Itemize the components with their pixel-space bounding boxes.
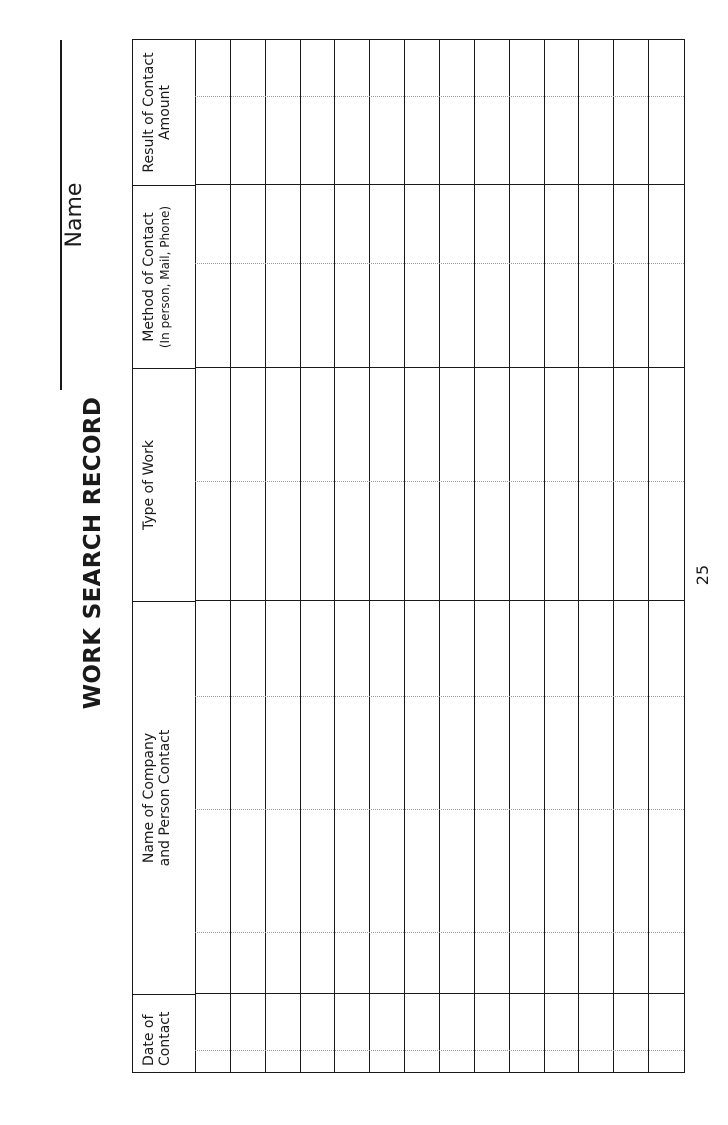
column-tick — [195, 263, 684, 264]
row-line — [369, 40, 370, 1072]
row-line — [404, 40, 405, 1072]
column-tick — [195, 481, 684, 482]
header-result-line1: Result of Contact — [141, 52, 157, 173]
header-company-line1: Name of Company — [141, 732, 157, 864]
header-company-line2: and Person Contact — [157, 729, 173, 867]
column-tick — [195, 1050, 684, 1051]
header-result-of-contact — [133, 40, 195, 185]
header-date-line1: Date of — [141, 1014, 157, 1066]
column-tick — [195, 696, 684, 697]
row-line — [195, 40, 196, 1072]
header-method-line1: Method of Contact — [141, 212, 157, 342]
row-line — [509, 40, 510, 1072]
header-method-of-contact — [133, 185, 195, 368]
row-line — [230, 40, 231, 1072]
column-line — [195, 184, 684, 185]
column-tick — [195, 932, 684, 933]
row-line — [578, 40, 579, 1072]
row-line — [439, 40, 440, 1072]
column-line — [195, 993, 684, 994]
header-date-of-contact — [133, 994, 195, 1072]
form-title: WORK SEARCH RECORD — [80, 396, 106, 710]
row-line — [544, 40, 545, 1072]
header-type-line1: Type of Work — [141, 440, 157, 531]
header-method-line2: (In person, Mail, Phone) — [158, 205, 172, 349]
column-tick — [195, 809, 684, 810]
column-line — [195, 367, 684, 368]
header-result-line2: Amount — [157, 85, 173, 141]
column-tick — [195, 96, 684, 97]
header-company-contact — [133, 601, 195, 994]
page-number: 25 — [693, 564, 712, 586]
row-line — [334, 40, 335, 1072]
row-line — [648, 40, 649, 1072]
name-label: Name — [62, 182, 87, 248]
column-line — [195, 600, 684, 601]
header-type-of-work — [133, 368, 195, 601]
work-search-table — [132, 39, 685, 1073]
row-line — [613, 40, 614, 1072]
row-line — [300, 40, 301, 1072]
row-line — [474, 40, 475, 1072]
header-date-line2: Contact — [157, 1011, 173, 1066]
row-line — [265, 40, 266, 1072]
